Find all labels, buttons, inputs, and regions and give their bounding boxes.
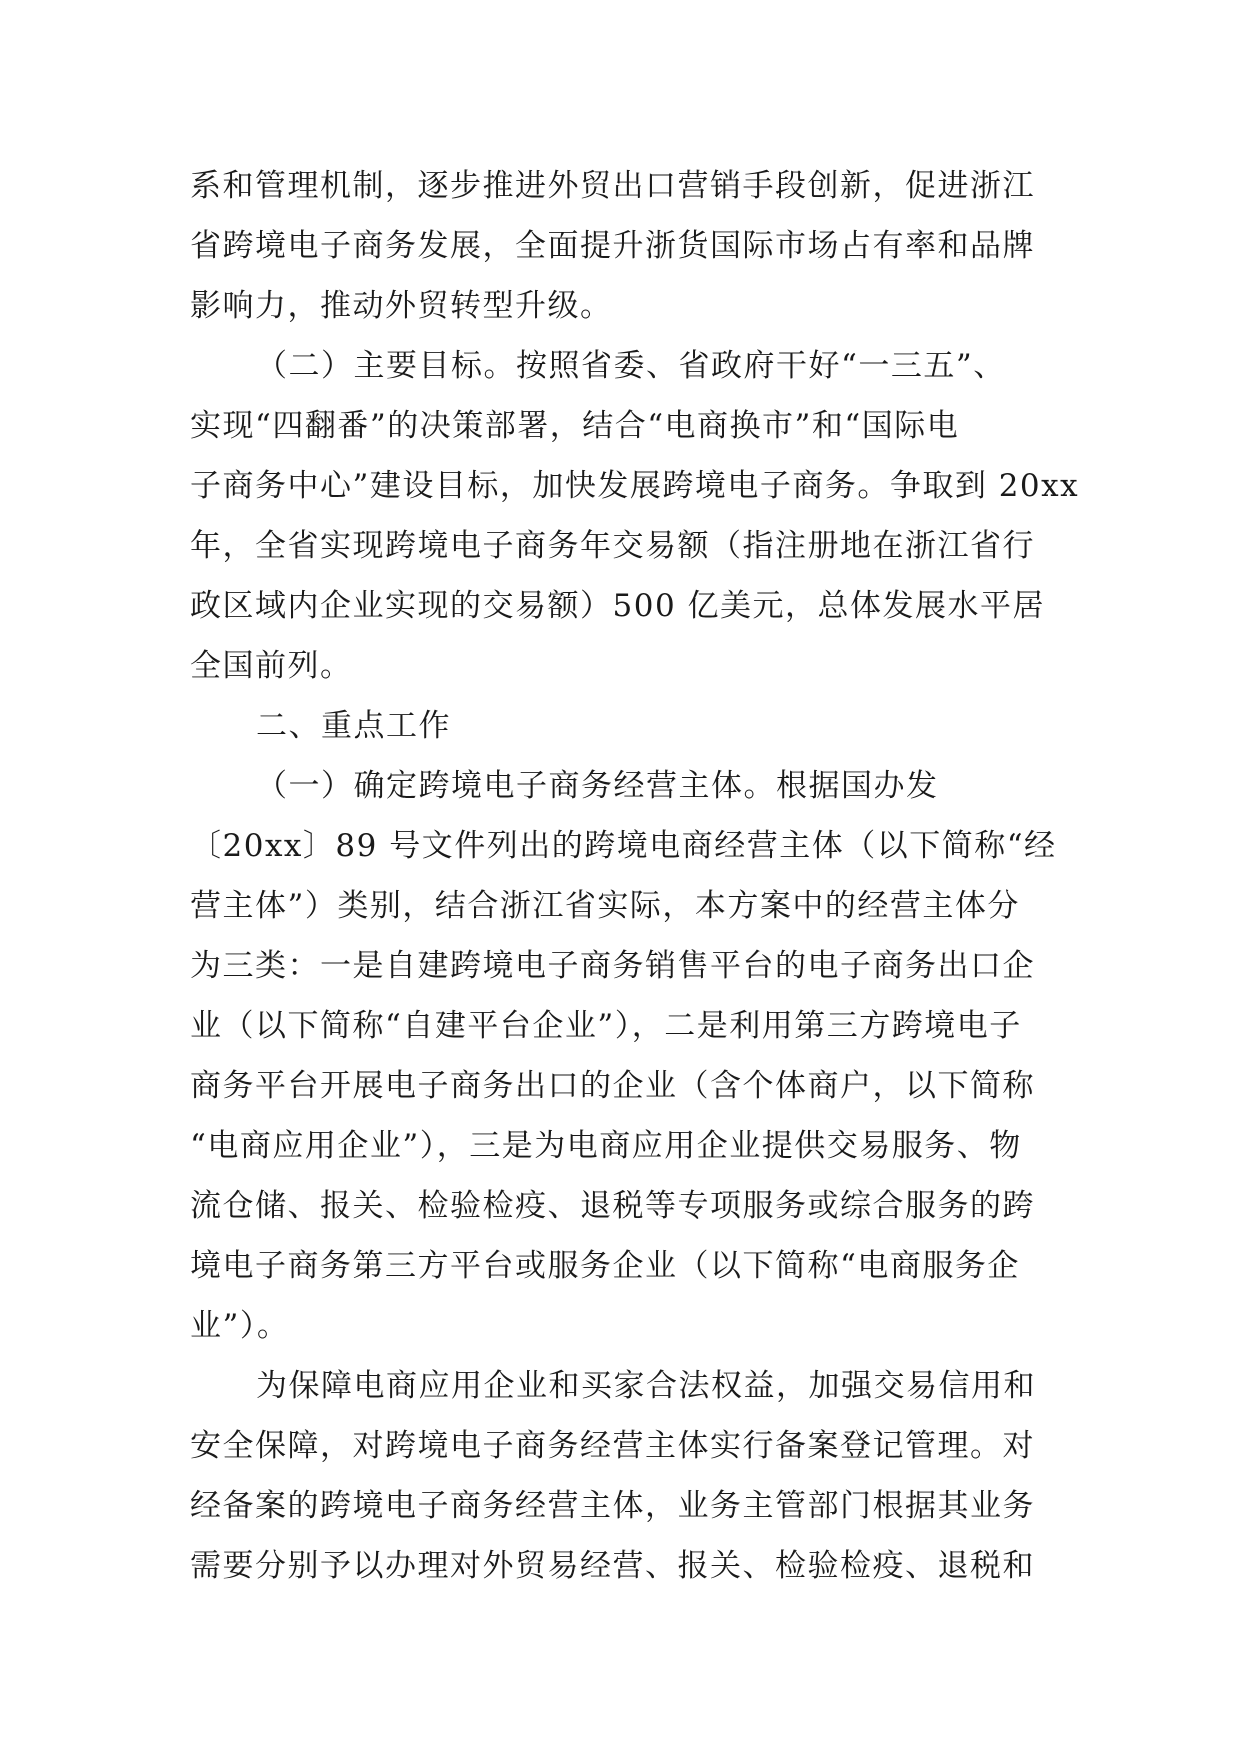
text-line: 营主体”）类别，结合浙江省实际，本方案中的经营主体分 bbox=[190, 888, 1020, 924]
text-line: 经备案的跨境电子商务经营主体，业务主管部门根据其业务 bbox=[190, 1488, 1035, 1524]
paragraph-heading-line: （二）主要目标。按照省委、省政府干好“一三五”、 bbox=[256, 348, 1006, 384]
text-line: 需要分别予以办理对外贸易经营、报关、检验检疫、退税和 bbox=[190, 1548, 1035, 1584]
text-line: 省跨境电子商务发展，全面提升浙货国际市场占有率和品牌 bbox=[190, 228, 1035, 264]
text-line: 流仓储、报关、检验检疫、退税等专项服务或综合服务的跨 bbox=[190, 1188, 1035, 1224]
text-line: 政区域内企业实现的交易额）500 亿美元，总体发展水平居 bbox=[190, 588, 1046, 624]
text-line: 业（以下简称“自建平台企业”），二是利用第三方跨境电子 bbox=[190, 1008, 1022, 1044]
text-line: 境电子商务第三方平台或服务企业（以下简称“电商服务企 bbox=[190, 1248, 1020, 1284]
document-body bbox=[190, 156, 1080, 1596]
text-line: 业”）。 bbox=[190, 1308, 290, 1344]
text-line: 商务平台开展电子商务出口的企业（含个体商户，以下简称 bbox=[190, 1068, 1035, 1104]
text-line: 全国前列。 bbox=[190, 648, 353, 684]
text-line: 安全保障，对跨境电子商务经营主体实行备案登记管理。对 bbox=[190, 1428, 1035, 1464]
text-line: 子商务中心”建设目标，加快发展跨境电子商务。争取到 20xx bbox=[190, 468, 1080, 504]
text-line: 影响力，推动外贸转型升级。 bbox=[190, 288, 613, 324]
section-heading: 二、重点工作 bbox=[256, 708, 451, 744]
paragraph-heading-line: （一）确定跨境电子商务经营主体。根据国办发 bbox=[256, 768, 939, 804]
text-line: 系和管理机制，逐步推进外贸出口营销手段创新，促进浙江 bbox=[190, 168, 1035, 204]
paragraph-start-line: 为保障电商应用企业和买家合法权益，加强交易信用和 bbox=[256, 1368, 1036, 1404]
text-line: 年，全省实现跨境电子商务年交易额（指注册地在浙江省行 bbox=[190, 528, 1035, 564]
text-line: “电商应用企业”），三是为电商应用企业提供交易服务、物 bbox=[190, 1128, 1022, 1164]
text-line: 为三类：一是自建跨境电子商务销售平台的电子商务出口企 bbox=[190, 948, 1035, 984]
text-line: 〔20xx〕89 号文件列出的跨境电商经营主体（以下简称“经 bbox=[190, 828, 1057, 864]
text-line: 实现“四翻番”的决策部署，结合“电商换市”和“国际电 bbox=[190, 408, 960, 444]
